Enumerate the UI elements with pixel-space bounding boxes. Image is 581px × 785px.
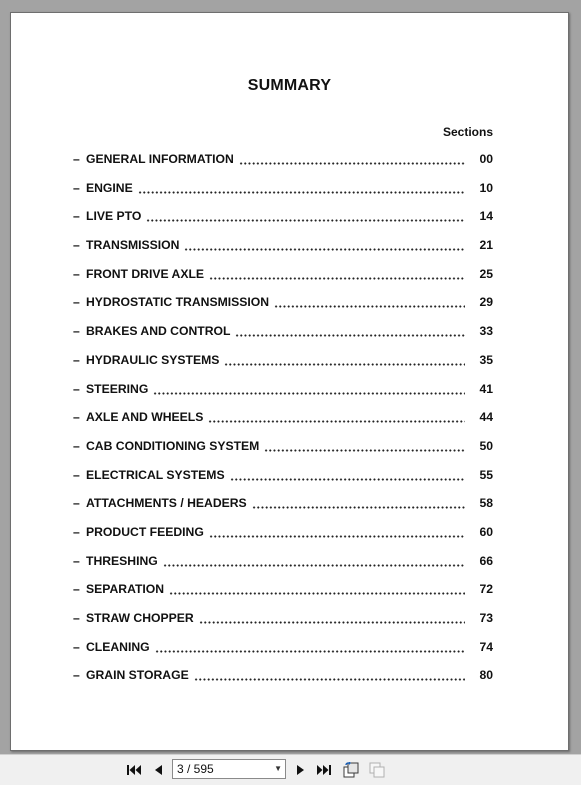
toc-dash: – — [73, 209, 80, 224]
toc-section-number: 00 — [479, 152, 493, 166]
dot-leader — [199, 614, 465, 624]
prev-page-button[interactable] — [149, 762, 167, 778]
toc-section-number: 60 — [479, 524, 493, 539]
next-page-button[interactable] — [292, 762, 310, 778]
first-page-icon — [126, 763, 142, 777]
toc-entry-label: GRAIN STORAGE — [86, 668, 189, 683]
dot-leader — [264, 442, 465, 452]
dot-leader — [235, 327, 465, 337]
toc-section-number: 25 — [479, 266, 493, 281]
toc-section-number: 33 — [479, 324, 493, 339]
toc-entry-label: LIVE PTO — [86, 209, 142, 224]
toc-entry-label: CAB CONDITIONING SYSTEM — [86, 438, 260, 453]
toc-section-number: 55 — [479, 467, 493, 482]
toc-entry-label: THRESHING — [86, 553, 158, 568]
toc-section-number: 41 — [479, 381, 493, 396]
dot-leader — [209, 270, 465, 280]
toc-section-number: 21 — [479, 238, 493, 253]
toc-entry — [73, 353, 493, 382]
toc-entry-label: ELECTRICAL SYSTEMS — [86, 467, 225, 482]
rotate-view-button[interactable] — [342, 762, 360, 778]
toc-entry — [73, 439, 493, 468]
toc-entry-label: CLEANING — [86, 639, 150, 654]
toc-entry-label: HYDROSTATIC TRANSMISSION — [86, 295, 270, 310]
page-number-select[interactable] — [172, 759, 286, 779]
toc-section-number: 80 — [479, 668, 493, 683]
toc-dash: – — [73, 467, 80, 482]
last-page-icon — [316, 763, 332, 777]
toc-section-number: 58 — [479, 496, 493, 511]
dot-leader — [208, 413, 465, 423]
toc-dash: – — [73, 266, 80, 281]
toc-entry — [73, 525, 493, 554]
first-page-button[interactable] — [125, 762, 143, 778]
toc-dash: – — [73, 152, 80, 166]
toc-dash: – — [73, 295, 80, 310]
toc-entry-label: AXLE AND WHEELS — [86, 410, 204, 425]
toc-dash: – — [73, 553, 80, 568]
toc-entry-label: HYDRAULIC SYSTEMS — [86, 352, 220, 367]
toc-section-number: 14 — [479, 209, 493, 224]
toc-entry — [73, 324, 493, 353]
page-number-input[interactable] — [173, 760, 269, 778]
toc-section-number: 44 — [479, 410, 493, 425]
toc-section-number: 10 — [479, 180, 493, 195]
toc-entry-label: SEPARATION — [86, 582, 165, 597]
toc-entry-label: ENGINE — [86, 180, 133, 195]
toc-entry-label: STEERING — [86, 381, 149, 396]
toc-dash: – — [73, 524, 80, 539]
chevron-down-icon[interactable]: ▼ — [274, 764, 282, 773]
dot-leader — [230, 471, 465, 481]
toc-entry-label: STRAW CHOPPER — [86, 611, 194, 625]
dot-leader — [169, 585, 465, 595]
dot-leader — [155, 643, 465, 653]
next-page-icon — [295, 763, 307, 777]
dot-leader — [153, 385, 465, 395]
dot-leader — [184, 241, 465, 251]
toc-section-number: 29 — [479, 295, 493, 310]
toc-entry — [73, 238, 493, 267]
toc-entry — [73, 582, 493, 611]
toc-dash: – — [73, 496, 80, 511]
toc-entry — [73, 468, 493, 497]
page-title: SUMMARY — [247, 77, 332, 94]
toc-entry — [73, 496, 493, 525]
toc-dash: – — [73, 352, 80, 367]
toc-dash: – — [73, 324, 80, 339]
toc-entry-label: GENERAL INFORMATION — [86, 152, 234, 166]
copy-page-button[interactable] — [368, 762, 386, 778]
dot-leader — [274, 298, 465, 308]
toc-dash: – — [73, 438, 80, 453]
toc-section-number: 74 — [479, 639, 493, 654]
toc-dash: – — [73, 639, 80, 654]
dot-leader — [194, 671, 465, 681]
dot-leader — [252, 499, 465, 509]
toc-dash: – — [73, 381, 80, 396]
toc-entry — [73, 209, 493, 238]
toc-entry — [73, 668, 493, 697]
toc-entry — [73, 410, 493, 439]
toc-dash: – — [73, 668, 80, 683]
toc-entry — [73, 640, 493, 669]
toc-section-number: 35 — [479, 352, 493, 367]
toc-section-number: 72 — [479, 582, 493, 597]
toc-entry — [73, 382, 493, 411]
toc-entry — [73, 554, 493, 583]
dot-leader — [138, 184, 465, 194]
toc-section-number: 66 — [479, 553, 493, 568]
last-page-button[interactable] — [315, 762, 333, 778]
rotate-icon — [342, 762, 360, 778]
toc-entry — [73, 295, 493, 324]
dot-leader — [209, 528, 465, 538]
toc-dash: – — [73, 410, 80, 425]
toc-entry — [73, 181, 493, 210]
dot-leader — [146, 212, 465, 222]
dot-leader — [224, 356, 465, 366]
toc-entry-label: FRONT DRIVE AXLE — [86, 266, 205, 281]
dot-leader — [163, 557, 465, 567]
prev-page-icon — [152, 763, 164, 777]
navigation-toolbar — [0, 754, 581, 785]
toc-entry — [73, 152, 493, 181]
toc-entry-label: TRANSMISSION — [86, 238, 180, 253]
table-of-contents — [73, 152, 493, 697]
toc-entry — [73, 611, 493, 640]
toc-entry-label: PRODUCT FEEDING — [86, 524, 204, 539]
dot-leader — [239, 155, 465, 165]
toc-dash: – — [73, 238, 80, 253]
toc-entry-label: BRAKES AND CONTROL — [86, 324, 231, 339]
toc-entry — [73, 267, 493, 296]
toc-section-number: 50 — [479, 438, 493, 453]
toc-dash: – — [73, 582, 80, 597]
copy-icon — [368, 762, 386, 778]
toc-entry-label: ATTACHMENTS / HEADERS — [86, 496, 247, 511]
document-page — [10, 12, 569, 751]
sections-column-header: Sections — [442, 125, 493, 139]
toc-dash: – — [73, 180, 80, 195]
toc-section-number: 73 — [479, 611, 493, 625]
toc-dash: – — [73, 611, 80, 625]
